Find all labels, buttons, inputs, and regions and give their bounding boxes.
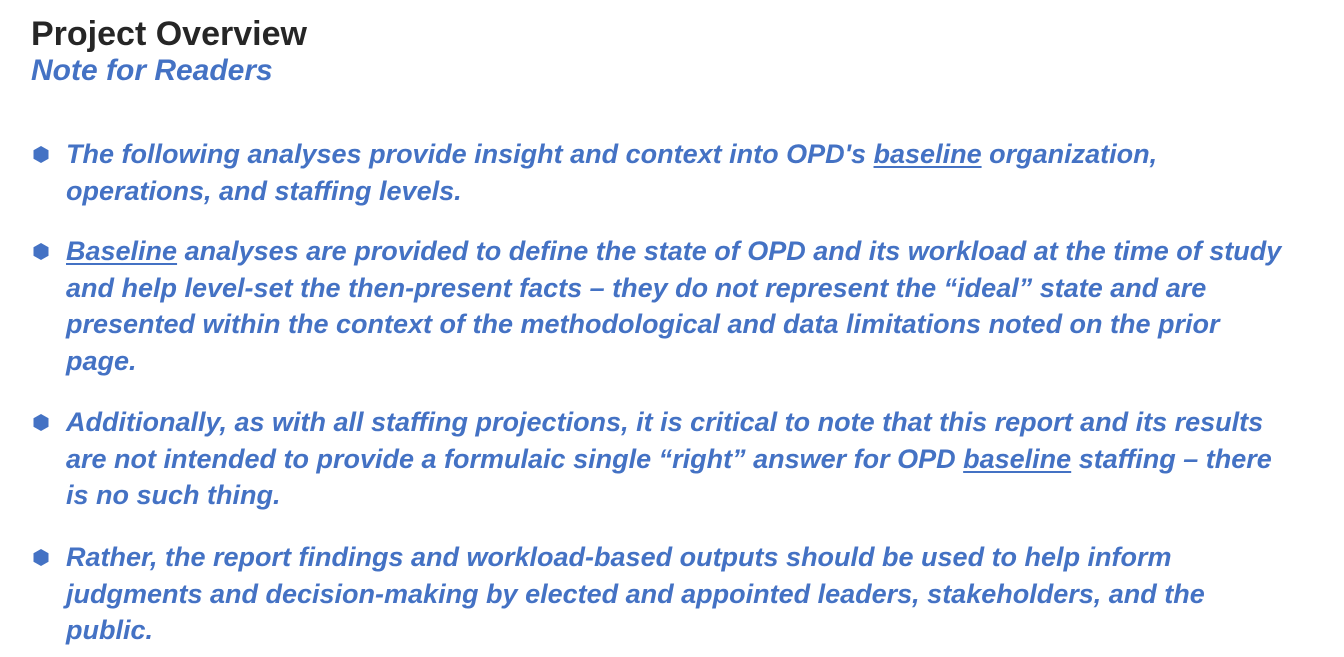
text-run: analyses are provided to define the state of OPD and its workload at the time of study — [177, 236, 1282, 266]
hexagon-bullet-icon — [33, 414, 49, 431]
bullet-text — [66, 233, 1338, 379]
page-title: Project Overview — [31, 15, 307, 53]
bullet-line — [66, 343, 1338, 380]
underlined-term: baseline — [873, 139, 982, 169]
bullet-line — [66, 136, 1338, 173]
bullet-line — [66, 441, 1338, 478]
text-run: organization, — [981, 139, 1158, 169]
text-run: public. — [66, 615, 153, 645]
text-run: judgments and decision-making by elected and appointed leaders, stakeholders, and the — [66, 578, 1205, 609]
bullet-text — [66, 136, 1338, 209]
underlined-term: baseline — [963, 443, 1072, 474]
bullet-line — [66, 612, 1338, 649]
bullet-line — [66, 404, 1338, 441]
hexagon-bullet-icon — [33, 549, 49, 566]
text-run: operations, and staffing levels. — [66, 175, 462, 206]
text-run: presented within the context of the methodological and data limitations noted on the prior — [66, 309, 1220, 339]
bullet-line — [66, 539, 1338, 576]
bullet-line — [66, 173, 1338, 210]
text-run: Rather, the report findings and workload-based outputs should be used to help inform — [66, 542, 1172, 572]
text-run: page. — [66, 345, 137, 376]
text-run: and help level-set the then-present facts – they do not represent the “ideal” state and are — [66, 272, 1207, 303]
underlined-term: Baseline — [66, 236, 178, 266]
bullet-line — [66, 576, 1338, 613]
bullet-line — [66, 233, 1338, 270]
page-subtitle: Note for Readers — [31, 54, 273, 87]
bullet-text — [66, 404, 1338, 514]
text-run: Additionally, as with all staffing projections, it is critical to note that this report and its results — [66, 407, 1264, 437]
text-run: The following analyses provide insight and context into OPD's — [66, 139, 874, 169]
text-run: is no such thing. — [66, 480, 281, 510]
bullet-text — [66, 539, 1338, 649]
text-run: are not intended to provide a formulaic single “right” answer for OPD — [66, 443, 964, 474]
bullet-line — [66, 306, 1338, 343]
text-run: staffing – there — [1071, 443, 1272, 474]
bullet-line — [66, 477, 1338, 514]
hexagon-bullet-icon — [33, 243, 49, 260]
hexagon-bullet-icon — [33, 146, 49, 163]
bullet-line — [66, 270, 1338, 307]
